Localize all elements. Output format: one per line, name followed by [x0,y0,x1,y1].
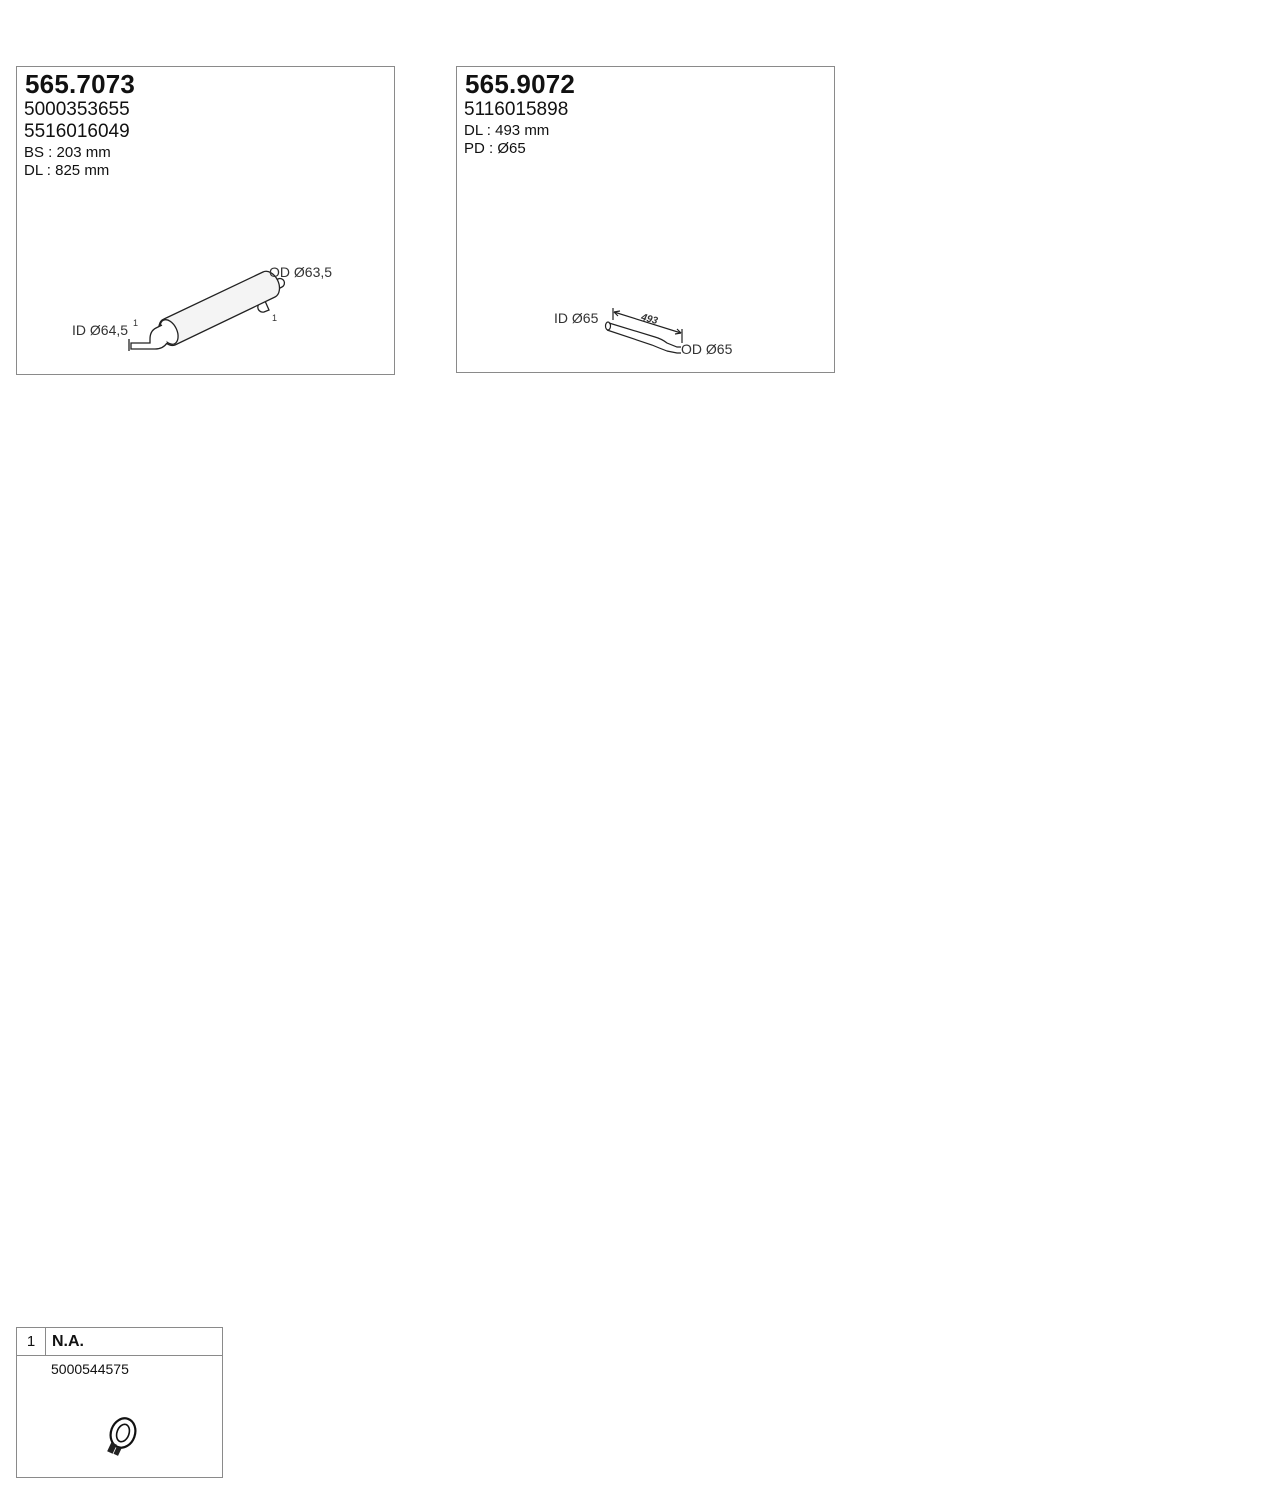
spec-dl: DL : 825 mm [24,162,110,179]
spec-dl: DL : 493 mm [464,122,550,139]
accessory-name: N.A. [52,1333,84,1350]
marker-2: 1 [272,313,278,323]
spec-bs: BS : 203 mm [24,144,111,161]
outlet-label: OD Ø65 [681,341,733,357]
accessory-number: 1 [17,1328,46,1355]
outlet-label: OD Ø63,5 [269,264,333,280]
pipe-drawing [457,67,836,374]
inlet-label: ID Ø65 [554,310,599,326]
oem-ref-2: 5516016049 [24,121,130,142]
inlet-label: ID Ø64,5 [72,322,129,338]
dimension-label: 493 [639,312,659,327]
clamp-icon [101,1413,141,1459]
oem-ref-1: 5116015898 [464,99,569,120]
marker-1: 1 [133,318,139,328]
oem-ref-1: 5000353655 [24,99,130,120]
part-card-565-7073 [16,66,395,375]
part-card-565-9072 [456,66,835,373]
accessory-ref: 5000544575 [51,1361,129,1377]
accessory-header [17,1328,222,1356]
spec-pd: PD : Ø65 [464,140,526,157]
part-code: 565.7073 [25,69,136,99]
part-code: 565.9072 [465,69,576,99]
accessory-card [16,1327,223,1478]
